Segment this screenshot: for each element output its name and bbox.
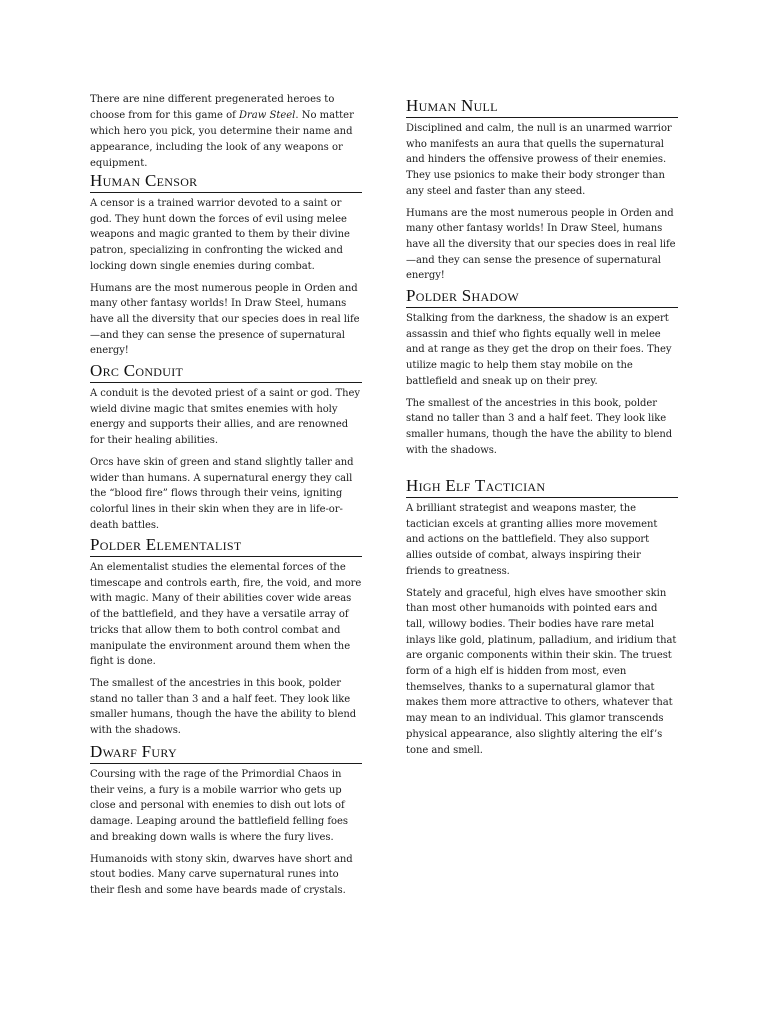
section-orc-conduit xyxy=(90,361,362,539)
paragraph-class: A brilliant strategist and weapons master, the tactician excels at granting allies more movement and actions on the battlefield. They also support allies outside of combat, always inspiring their friends to greatness. xyxy=(406,503,658,577)
game-title: Draw Steel xyxy=(238,110,296,121)
heading-orc-conduit: Orc Conduit xyxy=(90,361,362,383)
section-polder-elementalist xyxy=(90,535,362,745)
paragraph-ancestry: The smallest of the ancestries in this book, polder stand no taller than 3 and a half feet. They look like smaller humans, though the have the ability to blend with the shadows. xyxy=(90,677,357,737)
heading-polder-elementalist: Polder Elementalist xyxy=(90,535,362,557)
paragraph-class: Disciplined and calm, the null is an unarmed warrior who manifests an aura that quells the supernatural and hinders the offensive prowess of their enemies. They use psionics to make their body stronger than any steel and faster than any steed. xyxy=(406,123,672,197)
heading-dwarf-fury: Dwarf Fury xyxy=(90,742,362,764)
section-polder-shadow xyxy=(406,286,678,464)
heading-human-null: Human Null xyxy=(406,96,678,118)
paragraph-ancestry: Stately and graceful, high elves have smoother skin than most other humanoids with pointed ears and tall, willowy bodies. Their bodies have rare metal inlays like gold, platinum, palladium, and iridium that are organic components within their skin. The truest form of a high elf is hidden from most, even themselves, thanks to a supernatural glamor that makes them more attractive to others, whatever that may mean to an individual. This glamor transcends physical appearance, also slightly altering the elf’s tone and smell. xyxy=(406,587,677,756)
section-human-null xyxy=(406,96,678,290)
intro-paragraph xyxy=(90,92,362,172)
section-dwarf-fury xyxy=(90,742,362,905)
paragraph-ancestry: Humans are the most numerous people in Orden and many other fantasy worlds! In Draw Steel, humans have all the diversity that our species does in real life—and they can sense the presence of supernatural energy! xyxy=(90,282,360,357)
paragraph-class: Coursing with the rage of the Primordial Chaos in their veins, a fury is a mobile warrior who gets up close and personal with enemies to dish out lots of damage. Leaping around the battlefield felling foes and breaking down walls is where the fury lives. xyxy=(90,769,348,843)
heading-polder-shadow: Polder Shadow xyxy=(406,286,678,308)
section-high-elf-tactician xyxy=(406,476,678,764)
heading-high-elf-tactician: High Elf Tactician xyxy=(406,476,678,498)
paragraph-ancestry: The smallest of the ancestries in this book, polder stand no taller than 3 and a half feet. They look like smaller humans, though the have the ability to blend with the shadows. xyxy=(406,397,673,456)
paragraph-ancestry: Humans are the most numerous people in Orden and many other fantasy worlds! In Draw Steel, humans have all the diversity that our species does in real life—and they can sense the presence of supernatural energy! xyxy=(406,207,676,282)
intro-text-start: There are nine different pregenerated heroes to choose from for this game of xyxy=(90,94,335,121)
paragraph-ancestry: Humanoids with stony skin, dwarves have short and stout bodies. Many carve supernatural runes into their flesh and some have beards made of crystals. xyxy=(90,853,353,896)
paragraph-class: A conduit is the devoted priest of a saint or god. They wield divine magic that smites enemies with holy energy and supports their allies, and are renowned for their healing abilities. xyxy=(90,388,360,447)
section-human-censor xyxy=(90,171,362,365)
paragraph-class: Stalking from the darkness, the shadow is an expert assassin and thief who fights equally well in melee and at range as they get the drop on their foes. They utilize magic to help them stay mobile on the battlefield and sneak up on their prey. xyxy=(406,313,672,387)
paragraph-class: A censor is a trained warrior devoted to a saint or god. They hunt down the forces of evil using melee weapons and magic granted to them by their divine patron, specializing in confronting the wicked and locking down single enemies during combat. xyxy=(90,198,350,272)
paragraph-class: An elementalist studies the elemental forces of the timescape and controls earth, fire, the void, and more with magic. Many of their abilities cover wide areas of the battlefield, and they have a versatile array of tricks that allow them to both control combat and manipulate the environment around them when the fight is done. xyxy=(90,562,362,668)
heading-human-censor: Human Censor xyxy=(90,171,362,193)
paragraph-ancestry: Orcs have skin of green and stand slightly taller and wider than humans. A supernatural energy they call the “blood fire” flows through their veins, igniting colorful lines in their skin when they are in life-or-death battles. xyxy=(90,456,354,531)
intro-text-end: . No matter which hero you pick, you determine their name and appearance, including the look of any weapons or equipment. xyxy=(90,110,354,169)
